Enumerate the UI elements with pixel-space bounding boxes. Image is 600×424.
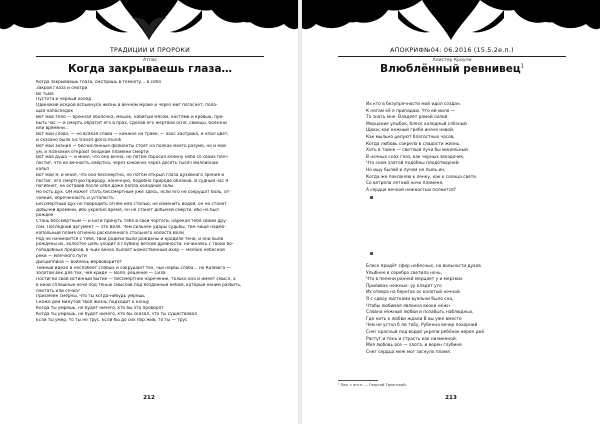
text-line: Хоть в тайне — светлый лучи бы минельный bbox=[366, 148, 468, 154]
running-head: ТРАДИЦИИ И ПРОРОКИ bbox=[36, 47, 264, 57]
text-line: Что сном златой подобны плодотворней. bbox=[366, 161, 460, 167]
text-line: Бессмертный Дух не повредить огнём или сталью, не изменить водой, он не станет bbox=[36, 201, 227, 207]
text-line: Когда любовь сокрела в сладости жизнь. bbox=[366, 141, 461, 147]
text-line: К ногам её я припадаю. Что ей мило — bbox=[366, 108, 455, 114]
text-line: погибнет, не оставив после себя даже пепла холодной золы bbox=[36, 184, 174, 190]
text-line: Вот мой тело — бренная оболочка, мешок, набитый мясом, костями и кровью, про- bbox=[36, 114, 224, 120]
text-line: Приливах нежных: уу кладет уго bbox=[366, 283, 442, 289]
text-line: Мерцание улыбок, блеск холодный слёзный bbox=[366, 121, 467, 127]
text-line: золотой век для тех, чей криде — Воля, решение — Сила bbox=[36, 271, 166, 277]
author-name: Атлас bbox=[142, 58, 158, 63]
text-line: Снег сердца меж мог заснуло пламя. bbox=[366, 349, 452, 355]
text-line: Присмейн смерны, что ты когда-нибудь умрёшь bbox=[36, 294, 145, 300]
text-line: Скоже дей минутой твоя жизнь подходит к концу bbox=[36, 300, 150, 306]
text-line: Но есть Дух. ОН может стать бессмертным уже здесь, если его не сокрушат боль, от- bbox=[36, 190, 231, 196]
title-text: Влюблённый ревнивец bbox=[380, 63, 521, 75]
text-line: Вот мая душа — и мнил, что она вечна, но потом сбросил келину небо со своих плеч bbox=[36, 155, 228, 161]
text-line: рождён bbox=[36, 213, 54, 219]
text-line: рождены их, холостее цепь уходит в глубину веткой древности, начинаясь с твоих бо- bbox=[36, 242, 234, 248]
author-name: Алистер Кроули bbox=[432, 58, 472, 63]
text-line: гоподобных предков, в чьих венах пылает Божественный ихор — молоко небесной bbox=[36, 248, 225, 254]
article-body bbox=[36, 80, 266, 323]
text-line: кальп bbox=[36, 166, 50, 172]
text-line: Вот мои знания — бесчисленные фолианты стоят на полках моего разума, но и мой bbox=[36, 143, 226, 149]
text-line: Когда ты умрёшь, не будет ничего, кто бы это проворят bbox=[36, 306, 164, 312]
title-footnote-mark: 1 bbox=[520, 63, 524, 70]
text-line: Закрой глаза и смотри bbox=[36, 85, 88, 91]
text-line: Щеки, как нежный гребе иначе новой. bbox=[366, 128, 455, 134]
text-line: быть час — и смерть обратит его в прах, сделав его жертвой огня, свинцы, болезни bbox=[36, 120, 227, 126]
text-line: и сказано было Sic transit gloria mundi bbox=[36, 137, 122, 143]
text-line: Стань бессмертным — и Боги принуть тебя в свои чертоги, нарекая тебя своим дру- bbox=[36, 219, 228, 225]
running-head: АПОКРИФ№04: 06.2016 (15.5.2e.п.) bbox=[338, 47, 566, 57]
footnote: ¹ Пер. с англ. — Георгий Тиханский. bbox=[338, 383, 407, 387]
text-line: постиг, что её вечность смертна, через какой-их через десять тысяч миллионов bbox=[36, 161, 218, 167]
text-line: добычей времени, ибо укрепил время, он не станет добычей смерти, ибо не был bbox=[36, 207, 219, 213]
text-line: Когда закрываешь глаза, смотришь в темноту… в себя bbox=[36, 80, 161, 85]
text-line: Как мыльно целуют благостных часов, bbox=[366, 134, 455, 140]
text-line: гом. Последний аргумент — это Воля. Чем сильнее удары судьбы, тем чище надмо- bbox=[36, 224, 226, 230]
text-line: То знать мне. Владеет рамой силой. bbox=[366, 115, 449, 121]
text-line: Но ищу былой и лучом не пыль ин, bbox=[366, 167, 446, 173]
text-line: Вот мой Я, и мнил, что оно бессмертно, но потом открыл глаза духовного зрения и bbox=[36, 172, 225, 178]
text-line: Блеск придёт сфер небесных, но вольности духов bbox=[366, 264, 481, 269]
text-line: Что в пелени ранней мерцает у и мерзких bbox=[366, 277, 463, 283]
page-number: 213 bbox=[445, 395, 457, 401]
text-line: Вот мои слова, — но всякая слава — кинжал на траве, — хаос хаотрика, и опал цвет, bbox=[36, 132, 229, 138]
text-line: Если ты умер, то ты не трус. Если бы до сих пор жив, то ты — трус bbox=[36, 317, 188, 323]
text-line: Тёмный идеал и неслабеет слабых и сокрушает тех, чьи нервы слаба… но Калиюга — bbox=[36, 265, 231, 271]
text-line: Растут и тень и страсть как низменной. bbox=[366, 336, 458, 342]
text-line: реки — млечного пути bbox=[36, 253, 87, 259]
text-line: В ночных снах глаз, как черных звездочек, bbox=[366, 154, 465, 160]
text-line: Чтобы любимая явленна вкоки нежн bbox=[366, 303, 450, 309]
footnote-rule bbox=[338, 380, 378, 381]
text-line: Их кто в безупречности мой идол создан. bbox=[366, 102, 462, 107]
text-line: ум, и познания откроют безднам пламени смерти bbox=[36, 149, 149, 155]
text-line: Я с сдвоу листками вуяльни было сна, bbox=[366, 296, 454, 302]
text-line: А сердце вечной нежностью полнится? bbox=[366, 187, 456, 193]
text-line: Словно нежный любви и позабыть наблюдных, bbox=[366, 310, 474, 316]
page-title bbox=[338, 63, 566, 75]
text-line: Одинокий искрой вспыхнула жизнь в вечном мраке и через миг погаснет, пола- bbox=[36, 103, 218, 109]
text-line: Улыбнее в серебро светила ночь, bbox=[366, 270, 442, 276]
left-page bbox=[0, 0, 298, 424]
tribal-ornament-icon bbox=[302, 0, 600, 44]
tribal-ornament-icon bbox=[0, 0, 298, 44]
text-line: Снег красный под водой укрепи ребёнок верен днё bbox=[366, 329, 485, 335]
text-line: Моя любовь все — злота, и верен глубине bbox=[366, 343, 462, 349]
text-line: смотать или сечка? bbox=[36, 288, 81, 294]
poem-stanza-1 bbox=[366, 102, 566, 194]
text-line: Пустота и чёрный холод bbox=[36, 97, 92, 103]
text-line: Когда же поклоняю к ленку, как к солнца свете, bbox=[366, 174, 478, 180]
page-number: 212 bbox=[143, 395, 155, 401]
text-line: чаяние, обречённость и усталость bbox=[36, 195, 114, 201]
text-line: копольный пламя огненно раскалённого стального холоста Воли bbox=[36, 230, 184, 236]
text-line: Чем не устал б ли тобу, Рубенна вечер похорний bbox=[366, 323, 478, 329]
page-title: Когда закрываешь глаза… bbox=[67, 63, 233, 75]
right-page bbox=[302, 0, 600, 424]
text-line: щая напоследок bbox=[36, 108, 74, 114]
text-line: Когда ты умрёшь, не будет ничего, кто бы сказал, что ты существовал bbox=[36, 311, 197, 317]
poem-stanza-2 bbox=[366, 264, 566, 356]
text-line: Где нить к любви ждали В вы уже вместе bbox=[366, 316, 462, 322]
text-line: Во тьма bbox=[36, 91, 54, 97]
text-line: в иной сплошные ночи под тенью смыслов под бездонный небом, который неним разбить, bbox=[36, 282, 242, 288]
text-line: Род не начинается с тебя, твои родичи были рождены и кродиле тени, и они были bbox=[36, 236, 224, 242]
text-line: постиг, его смертную природу, конечную, подобно природе облаков. В судный час Я bbox=[36, 178, 229, 184]
text-line: Постигни свой истинный бытие — бессмертное наречение, только оно и имеет смысл, а bbox=[36, 277, 236, 283]
stanza-separator bbox=[370, 252, 373, 255]
text-line: Дисциплина — войлень Вервоворитет bbox=[36, 259, 122, 265]
text-line: Со ветрела летний ночи пламеня, bbox=[366, 181, 444, 187]
text-line: или времени… bbox=[36, 126, 70, 132]
stanza-separator bbox=[370, 196, 373, 199]
text-line: Их отвера на берегах ос колотый ночной. bbox=[366, 290, 462, 296]
